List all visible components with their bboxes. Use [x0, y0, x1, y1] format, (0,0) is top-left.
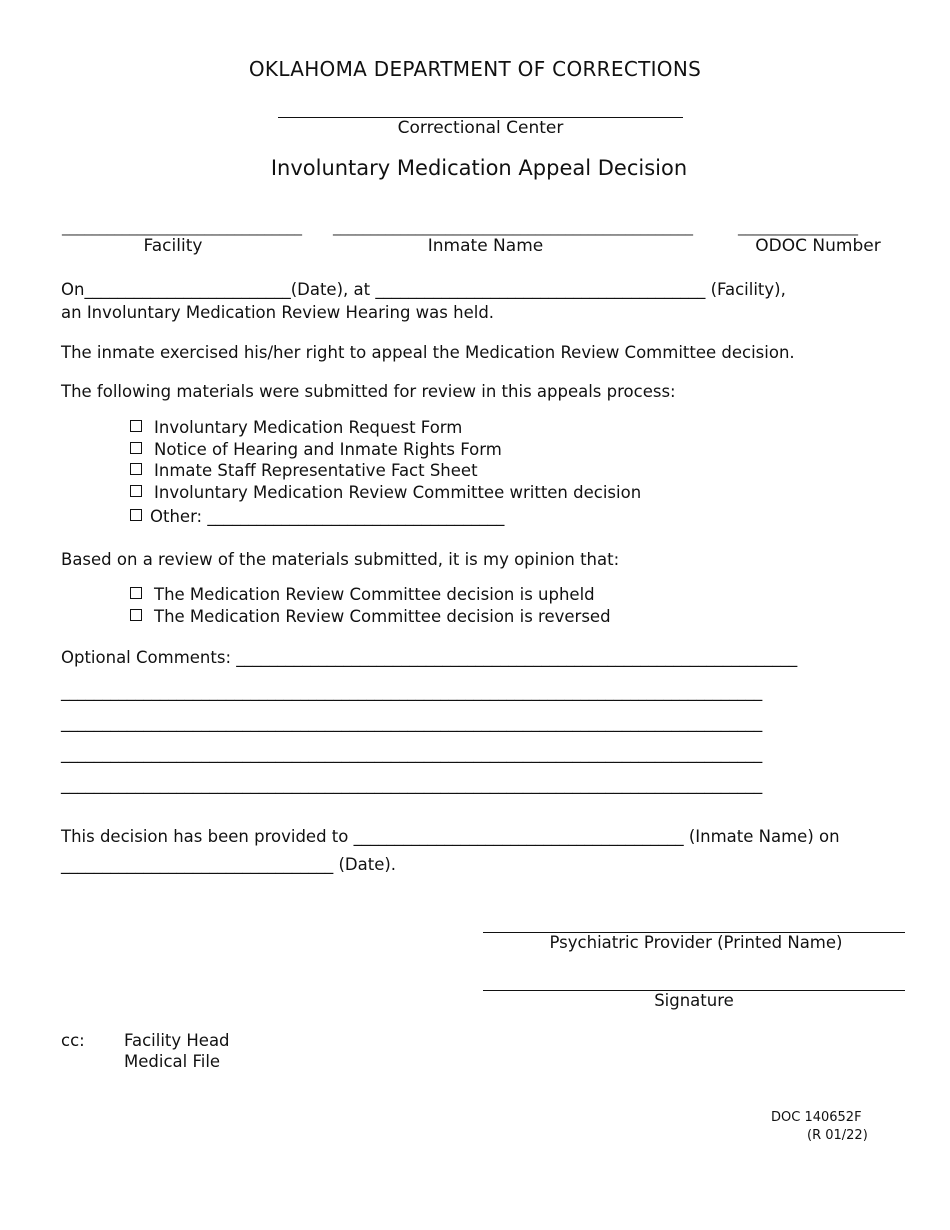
material-staff-rep-fact-sheet[interactable]: Inmate Staff Representative Fact Sheet: [130, 463, 478, 480]
form-title: Involuntary Medication Appeal Decision: [270, 156, 688, 180]
optional-comments-line[interactable]: Optional Comments: ____________________________________________________________________: [61, 648, 798, 667]
checkbox[interactable]: [130, 463, 142, 475]
material-committee-decision[interactable]: Involuntary Medication Review Committee written decision: [130, 485, 641, 502]
appeal-statement: The inmate exercised his/her right to appeal the Medication Review Committee decision.: [61, 343, 795, 362]
checkbox[interactable]: [130, 420, 142, 432]
cc-medical-file: Medical File: [124, 1052, 221, 1071]
hearing-date-facility-line[interactable]: On_________________________(Date), at ________________________________________ (Facility),: [61, 280, 786, 299]
comment-line[interactable]: _____________________________________________________________________________________: [61, 744, 763, 763]
checkbox[interactable]: [130, 485, 142, 497]
checkbox[interactable]: [130, 442, 142, 454]
provider-name-label: Psychiatric Provider (Printed Name): [549, 933, 843, 952]
checkbox[interactable]: [130, 587, 142, 599]
comment-line[interactable]: _____________________________________________________________________________________: [61, 713, 763, 732]
checkbox[interactable]: [130, 509, 142, 521]
signature-label: Signature: [654, 991, 734, 1010]
opinion-upheld[interactable]: The Medication Review Committee decision is upheld: [130, 587, 595, 604]
inmate-name-label: Inmate Name: [427, 236, 544, 256]
opinion-reversed[interactable]: The Medication Review Committee decision is reversed: [130, 609, 611, 626]
inmate-name-field[interactable]: ________________________________________________: [333, 218, 693, 236]
odoc-number-field[interactable]: ________________: [738, 218, 858, 236]
agency-title: OKLAHOMA DEPARTMENT OF CORRECTIONS: [248, 57, 702, 81]
comment-line[interactable]: _____________________________________________________________________________________: [61, 775, 763, 794]
checkbox[interactable]: [130, 609, 142, 621]
provided-date-line[interactable]: _________________________________ (Date).: [61, 855, 397, 874]
revision-date: (R 01/22): [807, 1128, 868, 1143]
opinion-intro: Based on a review of the materials submitted, it is my opinion that:: [61, 550, 620, 569]
material-request-form[interactable]: Involuntary Medication Request Form: [130, 420, 462, 437]
doc-number: DOC 140652F: [771, 1110, 862, 1125]
provided-to-line[interactable]: This decision has been provided to ________________________________________ (Inmate Name) on: [61, 827, 840, 846]
material-other[interactable]: Other: ____________________________________: [130, 509, 504, 526]
cc-label: cc:: [61, 1031, 85, 1050]
hearing-held-text: an Involuntary Medication Review Hearing was held.: [61, 303, 495, 322]
facility-field[interactable]: ________________________________: [62, 218, 302, 236]
material-notice-of-hearing[interactable]: Notice of Hearing and Inmate Rights Form: [130, 442, 502, 459]
materials-intro: The following materials were submitted for review in this appeals process:: [61, 382, 676, 401]
center-label: Correctional Center: [397, 118, 564, 138]
cc-facility-head: Facility Head: [124, 1031, 230, 1050]
odoc-number-label: ODOC Number: [755, 236, 881, 256]
comment-line[interactable]: _____________________________________________________________________________________: [61, 682, 763, 701]
facility-label: Facility: [143, 236, 203, 256]
